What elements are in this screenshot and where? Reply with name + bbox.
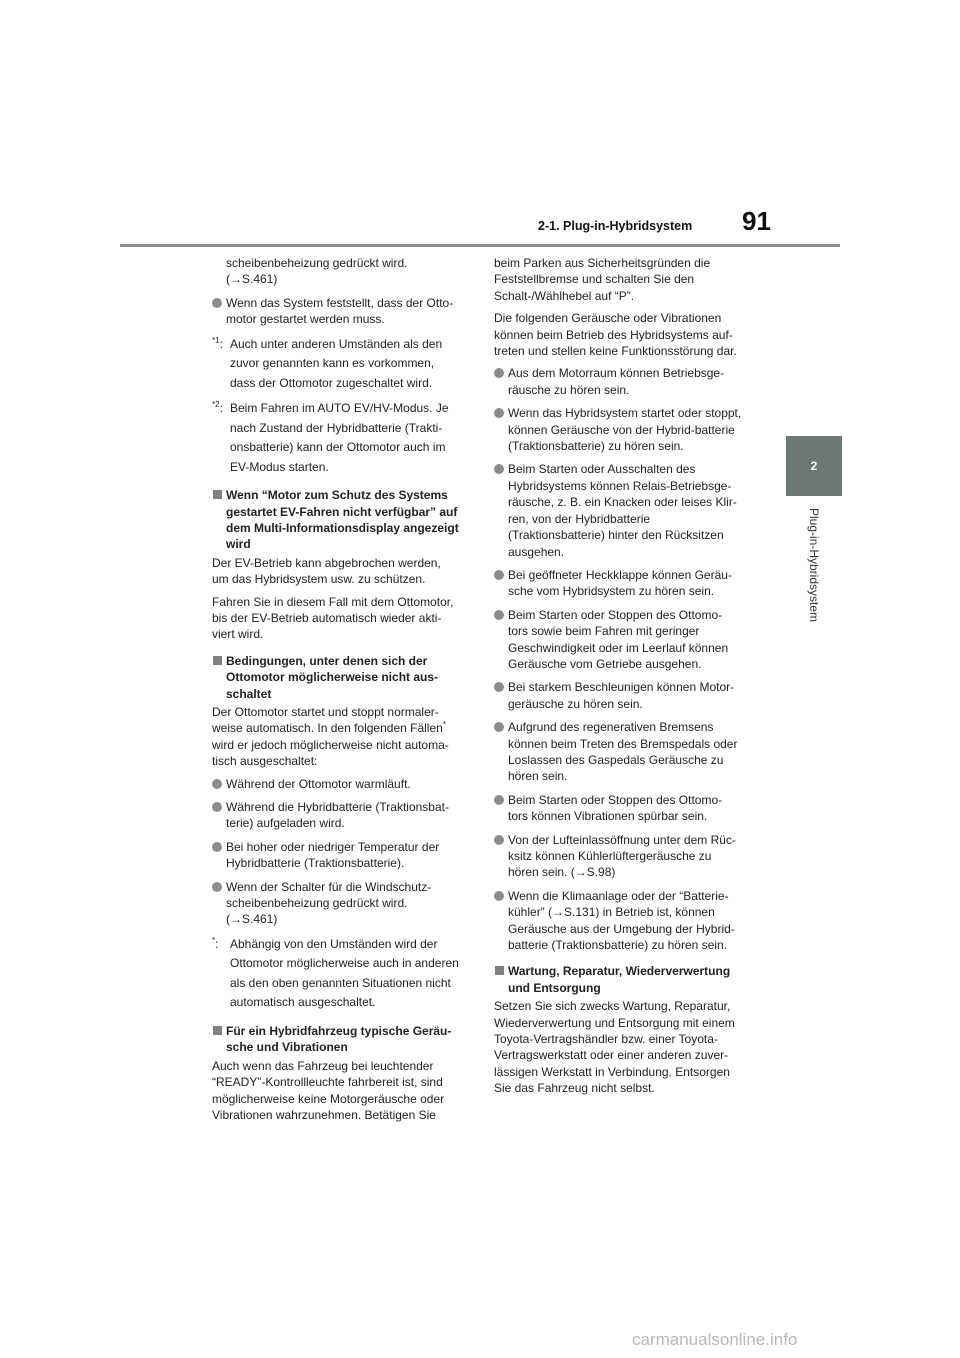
- bullet-icon: [494, 891, 504, 901]
- list-item: Aus dem Motorraum können Betriebsge-räusche zu hören sein.: [494, 365, 742, 398]
- watermark-text: carmanualsonline.info: [632, 1330, 798, 1349]
- chapter-label: Plug-in-Hybridsystem: [807, 507, 821, 623]
- list-item: Bei starkem Beschleunigen können Motor-geräusche zu hören sein.: [494, 679, 742, 712]
- header-divider: [120, 244, 840, 247]
- list-item: Beim Starten oder Stoppen des Ottomo-tors sowie beim Fahren mit geringer Geschwindigkeit oder im Leerlauf können Geräusche vom Getriebe ausgehen.: [494, 607, 742, 673]
- section-heading: Für ein Hybridfahrzeug typische Geräu-sche und Vibrationen: [212, 1023, 460, 1056]
- bullet-icon: [494, 610, 504, 620]
- footnote-mark: *2: [212, 400, 220, 410]
- list-item: Aufgrund des regenerativen Bremsens können beim Treten des Bremspedals oder Loslassen des Gaspedals Geräusche zu hören sein.: [494, 719, 742, 785]
- footnote: $^{*2}$: Beim Fahren im AUTO EV/HV-Modus. Je nach Zustand der Hybridbatterie (Trakti-onsbatterie) kann der Ottomotor auch im EV-Modus starten.: [212, 400, 449, 474]
- bullet-icon: [212, 298, 222, 308]
- bullet-icon: [494, 682, 504, 692]
- section-heading: Bedingungen, unter denen sich der Ottomotor möglicherweise nicht aus-schaltet: [212, 653, 460, 702]
- list-item: Bei geöffneter Heckklappe können Geräu-sche vom Hybridsystem zu hören sein.: [494, 567, 742, 600]
- section-heading: Wenn “Motor zum Schutz des Systems gestartet EV-Fahren nicht verfügbar” auf dem Multi-Informationsdisplay angezeigt wird: [212, 487, 460, 553]
- right-column: [494, 255, 742, 1103]
- paragraph: Der Ottomotor startet und stoppt normaler-weise automatisch. In den folgenden Fällen* wird er jedoch möglicherweise nicht automa-tisch ausgeschaltet:: [212, 705, 449, 769]
- section-heading: Wartung, Reparatur, Wiederverwertung und Entsorgung: [494, 963, 742, 996]
- list-item: Wenn der Schalter für die Windschutz-scheibenbeheizung gedrückt wird. (→S.461): [212, 879, 460, 928]
- footnote: *: Abhängig von den Umständen wird der Ottomotor möglicherweise auch in anderen als den oben genannten Situationen nicht automatisch ausgeschaltet.: [212, 935, 459, 1010]
- page-number: 91: [742, 206, 771, 236]
- paragraph: Die folgenden Geräusche oder Vibrationen können beim Betrieb des Hybridsystems auf-treten und stellen keine Funktionsstörung dar.: [494, 311, 737, 359]
- bullet-icon: [212, 802, 222, 812]
- bullet-icon: [212, 842, 222, 852]
- paragraph: Setzen Sie sich zwecks Wartung, Reparatur, Wiederverwertung und Entsorgung mit einem Toyota-Vertragshändler bzw. einer Toyota-Vertragswerkstatt oder einer anderen zuver-lässigen Werkstatt in Verbindung. Entsorgen Sie das Fahrzeug nicht selbst.: [494, 999, 735, 1096]
- bullet-icon: [494, 464, 504, 474]
- list-item: Beim Starten oder Stoppen des Ottomo-tors können Vibrationen spürbar sein.: [494, 792, 742, 825]
- list-item: Von der Lufteinlassöffnung unter dem Rüc-ksitz können Kühlerlüftergeräusche zu hören sein. (→S.98): [494, 832, 742, 881]
- bullet-icon: [494, 408, 504, 418]
- chapter-number: 2: [810, 459, 818, 473]
- list-item: Wenn das System feststellt, dass der Otto-motor gestartet werden muss.: [212, 295, 460, 328]
- bullet-icon: [494, 368, 504, 378]
- bullet-icon: [212, 779, 222, 789]
- footnote-mark: *: [442, 720, 446, 730]
- list-item: Wenn die Klimaanlage oder der “Batterie-kühler” (→S.131) in Betrieb ist, können Geräusche aus der Umgebung der Hybrid-batterie (Traktionsbatterie) zu hören sein.: [494, 888, 742, 954]
- bullet-icon: [494, 835, 504, 845]
- list-item: Während die Hybridbatterie (Traktionsbat-terie) aufgeladen wird.: [212, 799, 460, 832]
- square-bullet-icon: [213, 490, 222, 499]
- paragraph: Fahren Sie in diesem Fall mit dem Ottomotor, bis der EV-Betrieb automatisch wieder akti-viert wird.: [212, 594, 454, 642]
- bullet-icon: [494, 795, 504, 805]
- footnote: $^{*1}$: Auch unter anderen Umständen als den zuvor genannten kann es vorkommen, dass der Ottomotor zugeschaltet wird.: [212, 335, 443, 390]
- list-item: Bei hoher oder niedriger Temperatur der Hybridbatterie (Traktionsbatterie).: [212, 839, 460, 872]
- bullet-icon: [494, 570, 504, 580]
- paragraph: Der EV-Betrieb kann abgebrochen werden, um das Hybridsystem usw. zu schützen.: [212, 555, 441, 587]
- paragraph: beim Parken aus Sicherheitsgründen die Feststellbremse und schalten Sie den Schalt-/Wählhebel auf “P”.: [494, 256, 711, 303]
- list-item: Während der Ottomotor warmläuft.: [212, 776, 460, 792]
- square-bullet-icon: [213, 1026, 222, 1035]
- list-item: Wenn das Hybridsystem startet oder stoppt, können Geräusche von der Hybrid-batterie (Traktionsbatterie) zu hören sein.: [494, 405, 742, 454]
- footnote-mark: *1: [212, 335, 220, 345]
- bullet-icon: [494, 722, 504, 732]
- left-column: [212, 255, 460, 1129]
- continued-text: scheibenbeheizung gedrückt wird. (→S.461): [226, 256, 408, 287]
- square-bullet-icon: [213, 656, 222, 665]
- list-item: Beim Starten oder Ausschalten des Hybridsystems können Relais-Betriebsge-räusche, z. B. ein Knacken oder leises Klir-ren, von der Hybridbatterie (Traktionsbatterie) hinter den Rücksitzen ausgehen.: [494, 461, 742, 559]
- bullet-icon: [212, 882, 222, 892]
- footnote-mark: *: [212, 935, 216, 945]
- paragraph: Auch wenn das Fahrzeug bei leuchtender “READY”-Kontrollleuchte fahrbereit ist, sind möglicherweise keine Motorgeräusche oder Vibrationen wahrzunehmen. Betätigen Sie: [212, 1058, 445, 1122]
- section-title: 2-1. Plug-in-Hybridsystem: [538, 219, 693, 233]
- square-bullet-icon: [495, 966, 504, 975]
- chapter-tab: [786, 436, 842, 496]
